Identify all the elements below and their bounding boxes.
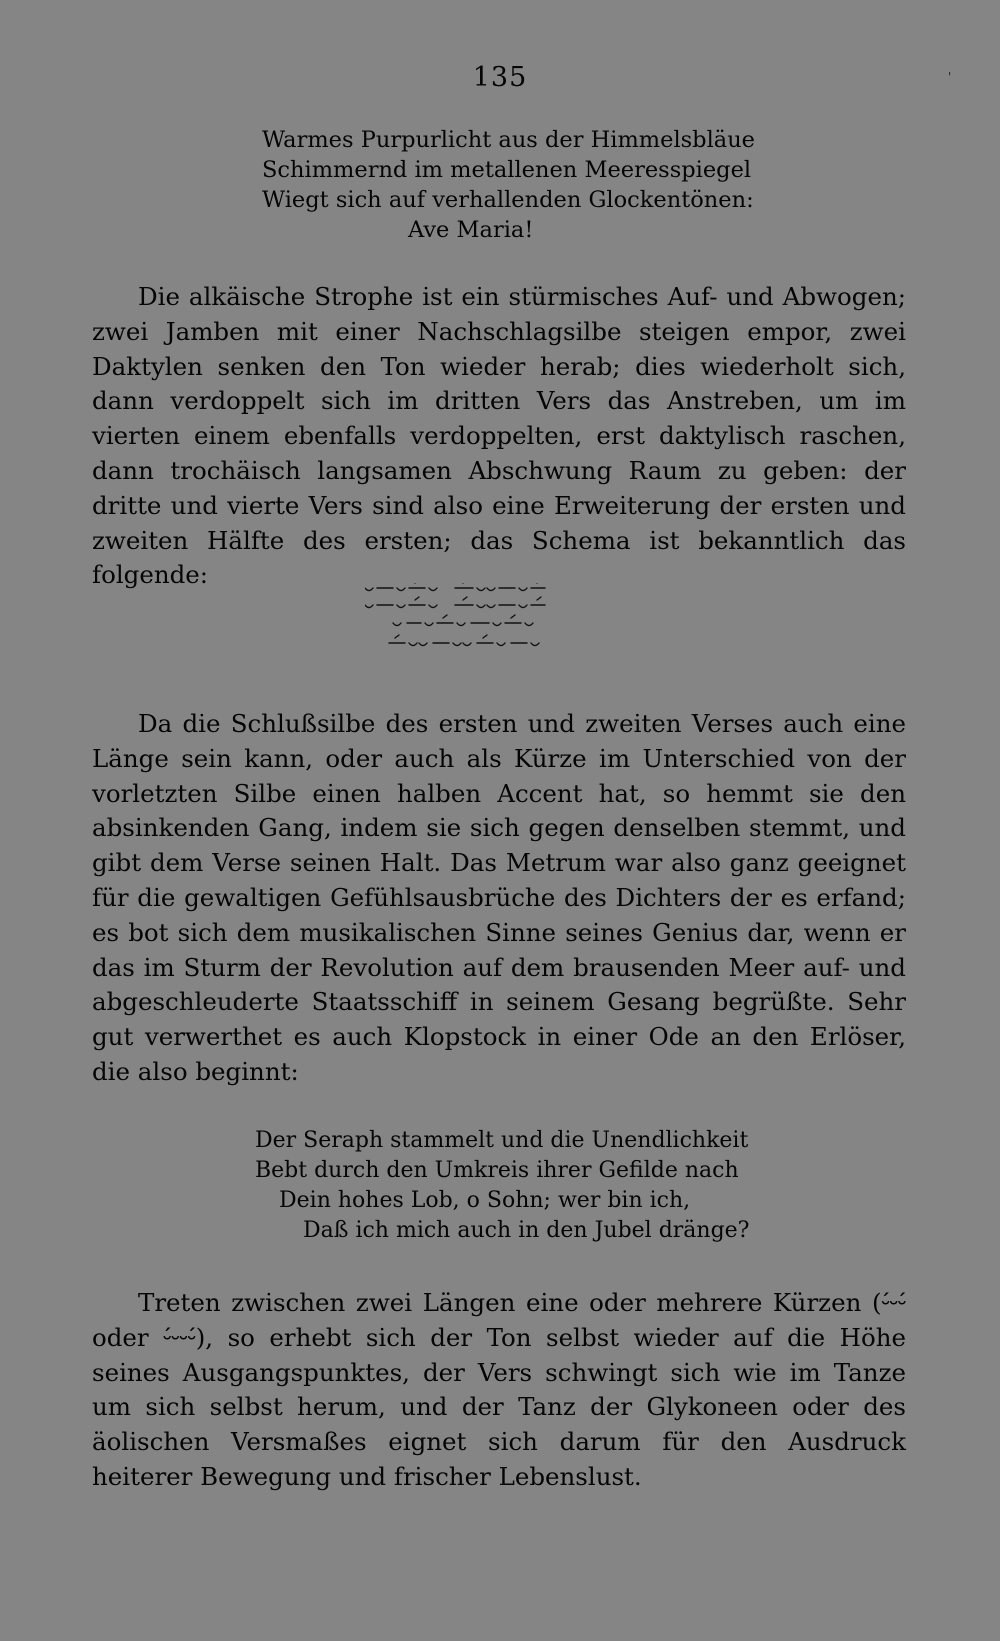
paragraph-glykoneen [92,1286,906,1495]
paragraph-text: Treten zwischen zwei Längen eine oder mehrere Kürzen (⏑́⏑⏑́ oder ⏑́⏑⏑⏑́), so erhebt sich der Ton selbst wieder auf die Höhe seines Ausgangspunktes, der Vers schwingt sich wie im Tanze um sich selbst herum, und der Tanz der Glykoneen oder des äolischen Versmaßes eignet sich darum für den Ausdruck heiterer Bewegung und frischer Lebenslust. [92,1288,906,1491]
paragraph-text: Die alkäische Strophe ist ein stürmisches Auf- und Abwogen; zwei Jamben mit einer Nachschlagsilbe steigen empor, zwei Daktylen senken den Ton wieder herab; dies wiederholt sich, dann verdoppelt sich im dritten Vers das Anstreben, um im vierten einem ebenfalls verdoppelten, erst daktylisch raschen, dann trochäisch langsamen Abschwung Raum zu geben: der dritte und vierte Vers sind also eine Erweiterung der ersten und zweiten Hälfte des ersten; das Schema ist bekanntlich das folgende: [92,282,906,590]
corner-mark: ' [948,70,952,84]
verse-line: Warmes Purpurlicht aus der Himmelsbläue [262,127,756,153]
verse-quote-1 [262,125,755,245]
paragraph-schlusssilbe [92,707,906,1090]
verse-line: Schimmernd im metallenen Meeresspiegel [262,157,752,183]
verse-line: Der Seraph stammelt und die Unendlichkeit [255,1128,749,1153]
metrical-scheme [365,583,625,653]
verse-line: Daß ich mich auch in den Jubel dränge? [303,1218,750,1243]
verse-quote-klopstock [255,1126,749,1246]
paragraph-text: Da die Schlußsilbe des ersten und zweiten Verses auch eine Länge sein kann, oder auch als Kürze im Unterschied von der vorletzten Silbe einen halben Accent hat, so hemmt sie den absinkenden Gang, indem sie sich gegen denselben stemmt, und gibt dem Verse seinen Halt. Das Metrum war also ganz geeignet für die gewaltigen Gefühlsausbrüche des Dichters der es erfand; es bot sich dem musikalischen Sinne seines Genius dar, wenn er das im Sturm der Revolution auf dem brausenden Meer auf- und abgeschleuderte Staatsschiff in seinem Gesang begrüßte. Sehr gut verwerthet es auch Klopstock in einer Ode an den Erlöser, die also beginnt: [92,709,906,1086]
verse-line: Wiegt sich auf verhallenden Glockentönen: [262,187,754,213]
verse-line: Dein hohes Lob, o Sohn; wer bin ich, [279,1188,691,1213]
page-number: 135 [472,62,528,93]
verse-line: Ave Maria! [408,217,534,243]
paragraph-alcaic [92,280,906,593]
metrical-scheme-graphic [365,583,625,653]
verse-line: Bebt durch den Umkreis ihrer Gefilde nach [255,1158,739,1183]
